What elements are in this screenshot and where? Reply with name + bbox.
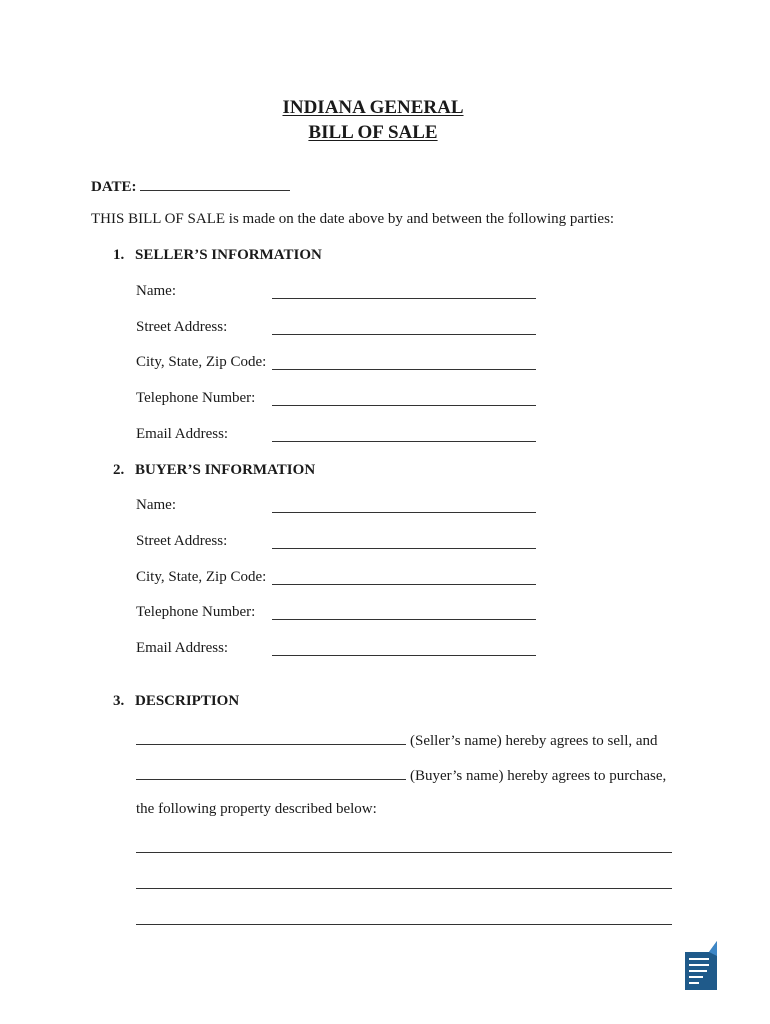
field-label: Email Address: [136,426,229,442]
description-section-heading [113,693,239,710]
buyer-name-field [136,497,536,517]
document-logo-icon [684,938,718,992]
property-description-line-2[interactable] [136,888,672,889]
buyer-name-agreement-line[interactable] [136,765,406,780]
field-label: City, State, Zip Code: [136,354,267,370]
buyer-email-field [136,640,536,660]
buyer-clause: (Buyer’s name) hereby agrees to purchase, [410,768,667,784]
field-label: City, State, Zip Code: [136,569,267,585]
field-label: Name: [136,283,176,299]
property-description-line-1[interactable] [136,852,672,853]
seller-phone-field [136,390,536,410]
seller-section-title: SELLER’S INFORMATION [135,247,322,263]
seller-city-line[interactable] [272,369,536,370]
field-label: Street Address: [136,319,228,335]
buyer-section-number: 2. [113,462,125,478]
seller-city-field [136,354,536,374]
buyer-phone-field [136,604,536,624]
seller-email-line[interactable] [272,441,536,442]
buyer-phone-line[interactable] [272,619,536,620]
seller-name-agreement-line[interactable] [136,730,406,745]
field-label: Street Address: [136,533,228,549]
field-label: Telephone Number: [136,390,256,406]
field-label: Email Address: [136,640,229,656]
title-line-1: INDIANA GENERAL [282,97,464,118]
buyer-street-line[interactable] [272,548,536,549]
property-text: the following property described below: [136,801,377,817]
seller-agreement-row [136,730,658,750]
buyer-section-heading [113,462,315,479]
description-section-number: 3. [113,693,125,709]
date-label: DATE: [91,179,137,195]
title-line-2: BILL OF SALE [308,122,438,143]
buyer-street-field [136,533,536,553]
date-row [91,175,290,196]
seller-section-number: 1. [113,247,125,263]
seller-email-field [136,426,536,446]
seller-name-field [136,283,536,303]
intro-text: THIS BILL OF SALE is made on the date above by and between the following parties: [91,211,615,227]
date-field[interactable] [140,175,290,191]
field-label: Telephone Number: [136,604,256,620]
document-title [0,95,746,145]
field-label: Name: [136,497,176,513]
buyer-city-field [136,569,536,589]
seller-street-field [136,319,536,339]
property-description-line-3[interactable] [136,924,672,925]
buyer-city-line[interactable] [272,584,536,585]
seller-section-heading [113,247,322,264]
seller-clause: (Seller’s name) hereby agrees to sell, and [410,733,658,749]
buyer-agreement-row [136,765,666,785]
buyer-name-line[interactable] [272,512,536,513]
buyer-email-line[interactable] [272,655,536,656]
seller-phone-line[interactable] [272,405,536,406]
description-section-title: DESCRIPTION [135,693,240,709]
seller-street-line[interactable] [272,334,536,335]
seller-name-line[interactable] [272,298,536,299]
buyer-section-title: BUYER’S INFORMATION [135,462,316,478]
